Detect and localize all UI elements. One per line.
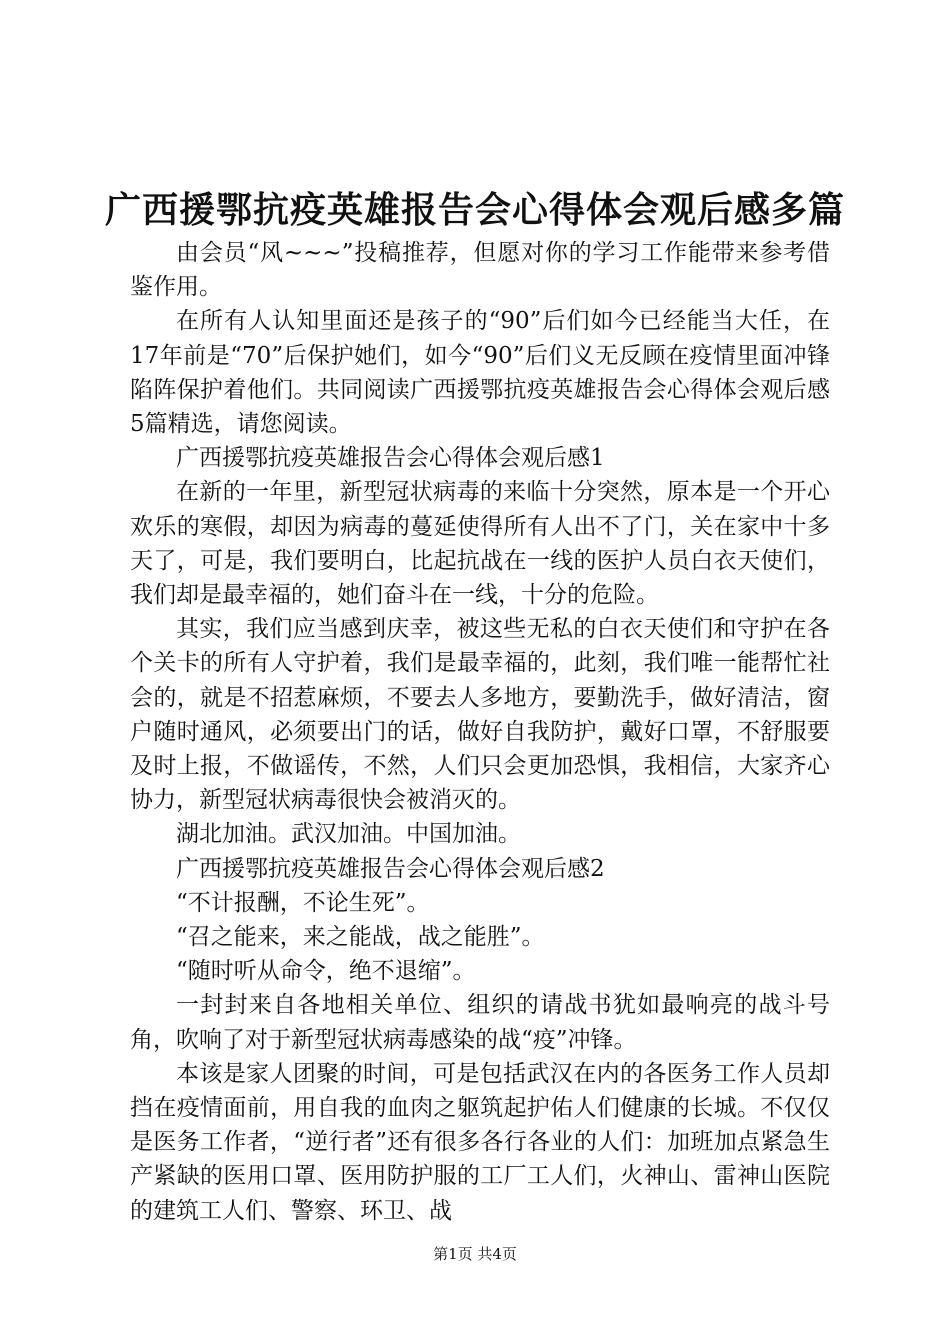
quote-line: “不计报酬，不论生死”。 — [176, 889, 430, 916]
page-number: 第1页 共4页 — [433, 1245, 517, 1263]
paragraph: 在新的一年里，新型冠状病毒的来临十分突然，原本是一个开心欢乐的寒假，却因为病毒的蔓延使得所有人出不了门，关在家中十多天了，可是，我们要明白，比起抗战在一线的医护人员白衣天使们，我们却是最幸福的，她们奋斗在一线，十分的危险。 — [130, 479, 830, 609]
quote-line: “召之能来，来之能战，战之能胜”。 — [176, 924, 545, 951]
section-heading: 广西援鄂抗疫英雄报告会心得体会观后感2 — [176, 855, 605, 882]
quote-line: “随时听从命令，绝不退缩”。 — [176, 958, 476, 985]
paragraph: 在所有人认知里面还是孩子的“90”后们如今已经能当大任，在17年前是“70”后保护她们，如今“90”后们义无反顾在疫情里面冲锋陷阵保护着他们。共同阅读广西援鄂抗疫英雄报告会心得体会观后感5篇精选，请您阅读。 — [130, 308, 830, 438]
paragraph: 湖北加油。武汉加油。中国加油。 — [176, 821, 521, 848]
document-title: 广西援鄂抗疫英雄报告会心得体会观后感多篇 — [104, 189, 845, 231]
paragraph: 由会员“风~~~”投稿推荐，但愿对你的学习工作能带来参考借鉴作用。 — [130, 240, 830, 301]
section-heading: 广西援鄂抗疫英雄报告会心得体会观后感1 — [176, 445, 605, 472]
paragraph: 一封封来自各地相关单位、组织的请战书犹如最响亮的战斗号角，吹响了对于新型冠状病毒感染的战“疫”冲锋。 — [130, 992, 830, 1053]
paragraph: 其实，我们应当感到庆幸，被这些无私的白衣天使们和守护在各个关卡的所有人守护着，我们是最幸福的，此刻，我们唯一能帮忙社会的，就是不招惹麻烦，不要去人多地方，要勤洗手，做好清洁，窗户随时通风，必须要出门的话，做好自我防护，戴好口罩，不舒服要及时上报，不做谣传，不然，人们只会更加恐惧，我相信，大家齐心协力，新型冠状病毒很快会被消灭的。 — [130, 616, 830, 814]
paragraph: 本该是家人团聚的时间，可是包括武汉在内的各医务工作人员却挡在疫情面前，用自我的血肉之躯筑起护佑人们健康的长城。不仅仅是医务工作者，“逆行者”还有很多各行各业的人们：加班加点紧急生产紧缺的医用口罩、医用防护服的工厂工人们，火神山、雷神山医院的建筑工人们、警察、环卫、战 — [130, 1060, 830, 1224]
document-body — [130, 236, 830, 1228]
